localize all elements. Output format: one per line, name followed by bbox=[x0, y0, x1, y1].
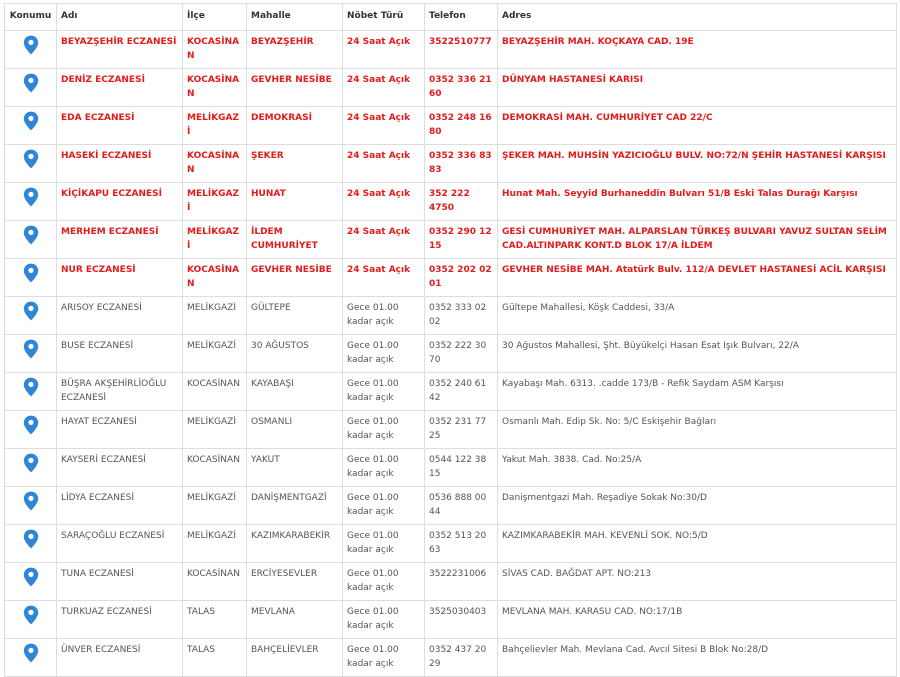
location-cell bbox=[5, 639, 57, 677]
district-cell: MELİKGAZİ bbox=[183, 221, 247, 259]
table-body bbox=[5, 31, 897, 677]
duty-type-cell: 24 Saat Açık bbox=[343, 145, 425, 183]
phone-cell: 0352 231 77 25 bbox=[425, 411, 498, 449]
district-cell: KOCASİNAN bbox=[183, 31, 247, 69]
phone-cell: 0352 336 83 83 bbox=[425, 145, 498, 183]
district-cell: KOCASİNAN bbox=[183, 373, 247, 411]
pharmacy-name-cell: HASEKİ ECZANESİ bbox=[57, 145, 183, 183]
district-cell: MELİKGAZİ bbox=[183, 183, 247, 221]
address-cell: Bahçelievler Mah. Mevlana Cad. Avcıl Sitesi B Blok No:28/D bbox=[498, 639, 897, 677]
neighborhood-cell: KAZIMKARABEKİR bbox=[247, 525, 343, 563]
map-pin-icon[interactable] bbox=[23, 111, 39, 131]
map-pin-icon[interactable] bbox=[23, 453, 39, 473]
duty-type-cell: Gece 01.00 kadar açık bbox=[343, 487, 425, 525]
district-cell: TALAS bbox=[183, 639, 247, 677]
duty-type-cell: Gece 01.00 kadar açık bbox=[343, 601, 425, 639]
pharmacy-table-container bbox=[4, 3, 896, 677]
address-cell: GEVHER NESİBE MAH. Atatürk Bulv. 112/A DEVLET HASTANESİ ACİL KARŞISI bbox=[498, 259, 897, 297]
phone-cell: 0352 202 02 01 bbox=[425, 259, 498, 297]
location-cell bbox=[5, 69, 57, 107]
location-cell bbox=[5, 107, 57, 145]
neighborhood-cell: DEMOKRASİ bbox=[247, 107, 343, 145]
header-konumu: Konumu bbox=[5, 4, 57, 31]
duty-type-cell: Gece 01.00 kadar açık bbox=[343, 373, 425, 411]
duty-type-cell: Gece 01.00 kadar açık bbox=[343, 639, 425, 677]
header-nobet-turu: Nöbet Türü bbox=[343, 4, 425, 31]
table-row bbox=[5, 107, 897, 145]
duty-type-cell: Gece 01.00 kadar açık bbox=[343, 411, 425, 449]
table-row bbox=[5, 145, 897, 183]
pharmacy-name-cell: LİDYA ECZANESİ bbox=[57, 487, 183, 525]
table-row bbox=[5, 183, 897, 221]
address-cell: 30 Ağustos Mahallesi, Şht. Büyükelçi Hasan Esat Işık Bulvarı, 22/A bbox=[498, 335, 897, 373]
district-cell: KOCASİNAN bbox=[183, 69, 247, 107]
neighborhood-cell: OSMANLI bbox=[247, 411, 343, 449]
phone-cell: 0352 336 21 60 bbox=[425, 69, 498, 107]
location-cell bbox=[5, 373, 57, 411]
table-row bbox=[5, 69, 897, 107]
district-cell: KOCASİNAN bbox=[183, 259, 247, 297]
address-cell: Yakut Mah. 3838. Cad. No:25/A bbox=[498, 449, 897, 487]
phone-cell: 0352 222 30 70 bbox=[425, 335, 498, 373]
neighborhood-cell: YAKUT bbox=[247, 449, 343, 487]
pharmacy-name-cell: HAYAT ECZANESİ bbox=[57, 411, 183, 449]
neighborhood-cell: DANİŞMENTGAZİ bbox=[247, 487, 343, 525]
address-cell: SİVAS CAD. BAĞDAT APT. NO:213 bbox=[498, 563, 897, 601]
neighborhood-cell: ERCİYESEVLER bbox=[247, 563, 343, 601]
district-cell: MELİKGAZİ bbox=[183, 525, 247, 563]
duty-type-cell: 24 Saat Açık bbox=[343, 259, 425, 297]
address-cell: GESİ CUMHURİYET MAH. ALPARSLAN TÜRKEŞ BULVARI YAVUZ SULTAN SELİM CAD.ALTINPARK KONT.D BLOK 17/A İLDEM bbox=[498, 221, 897, 259]
map-pin-icon[interactable] bbox=[23, 377, 39, 397]
pharmacy-table bbox=[4, 3, 897, 677]
location-cell bbox=[5, 563, 57, 601]
map-pin-icon[interactable] bbox=[23, 35, 39, 55]
table-row bbox=[5, 449, 897, 487]
map-pin-icon[interactable] bbox=[23, 149, 39, 169]
neighborhood-cell: GEVHER NESİBE bbox=[247, 69, 343, 107]
map-pin-icon[interactable] bbox=[23, 187, 39, 207]
district-cell: TALAS bbox=[183, 601, 247, 639]
header-adres: Adres bbox=[498, 4, 897, 31]
header-mahalle: Mahalle bbox=[247, 4, 343, 31]
map-pin-icon[interactable] bbox=[23, 529, 39, 549]
location-cell bbox=[5, 31, 57, 69]
neighborhood-cell: MEVLANA bbox=[247, 601, 343, 639]
duty-type-cell: Gece 01.00 kadar açık bbox=[343, 449, 425, 487]
table-row bbox=[5, 221, 897, 259]
pharmacy-name-cell: BÜŞRA AKŞEHİRLİOĞLU ECZANESİ bbox=[57, 373, 183, 411]
neighborhood-cell: GEVHER NESİBE bbox=[247, 259, 343, 297]
table-row bbox=[5, 411, 897, 449]
district-cell: MELİKGAZİ bbox=[183, 411, 247, 449]
pharmacy-name-cell: SARAÇOĞLU ECZANESİ bbox=[57, 525, 183, 563]
duty-type-cell: 24 Saat Açık bbox=[343, 69, 425, 107]
address-cell: Osmanlı Mah. Edip Sk. No: 5/C Eskişehir Bağları bbox=[498, 411, 897, 449]
neighborhood-cell: 30 AĞUSTOS bbox=[247, 335, 343, 373]
duty-type-cell: 24 Saat Açık bbox=[343, 107, 425, 145]
table-row bbox=[5, 297, 897, 335]
phone-cell: 0352 248 16 80 bbox=[425, 107, 498, 145]
phone-cell: 0352 513 20 63 bbox=[425, 525, 498, 563]
address-cell: Kayabaşı Mah. 6313. .cadde 173/B - Refik Saydam ASM Karşısı bbox=[498, 373, 897, 411]
pharmacy-name-cell: TURKUAZ ECZANESİ bbox=[57, 601, 183, 639]
location-cell bbox=[5, 259, 57, 297]
phone-cell: 0352 290 12 15 bbox=[425, 221, 498, 259]
district-cell: KOCASİNAN bbox=[183, 563, 247, 601]
address-cell: Hunat Mah. Seyyid Burhaneddin Bulvarı 51/B Eski Talas Durağı Karşısı bbox=[498, 183, 897, 221]
duty-type-cell: Gece 01.00 kadar açık bbox=[343, 563, 425, 601]
location-cell bbox=[5, 411, 57, 449]
table-row bbox=[5, 525, 897, 563]
location-cell bbox=[5, 487, 57, 525]
map-pin-icon[interactable] bbox=[23, 225, 39, 245]
table-row bbox=[5, 259, 897, 297]
phone-cell: 3522510777 bbox=[425, 31, 498, 69]
district-cell: KOCASİNAN bbox=[183, 145, 247, 183]
map-pin-icon[interactable] bbox=[23, 73, 39, 93]
pharmacy-name-cell: EDA ECZANESİ bbox=[57, 107, 183, 145]
location-cell bbox=[5, 221, 57, 259]
phone-cell: 0544 122 38 15 bbox=[425, 449, 498, 487]
phone-cell: 0352 333 02 02 bbox=[425, 297, 498, 335]
map-pin-icon[interactable] bbox=[23, 491, 39, 511]
phone-cell: 352 222 4750 bbox=[425, 183, 498, 221]
map-pin-icon[interactable] bbox=[23, 339, 39, 359]
pharmacy-name-cell: ÜNVER ECZANESİ bbox=[57, 639, 183, 677]
duty-type-cell: 24 Saat Açık bbox=[343, 221, 425, 259]
map-pin-icon[interactable] bbox=[23, 263, 39, 283]
location-cell bbox=[5, 183, 57, 221]
neighborhood-cell: ŞEKER bbox=[247, 145, 343, 183]
address-cell: Danişmentgazi Mah. Reşadiye Sokak No:30/D bbox=[498, 487, 897, 525]
address-cell: KAZIMKARABEKİR MAH. KEVENLİ SOK. NO:5/D bbox=[498, 525, 897, 563]
phone-cell: 0536 888 00 44 bbox=[425, 487, 498, 525]
neighborhood-cell: HUNAT bbox=[247, 183, 343, 221]
duty-type-cell: 24 Saat Açık bbox=[343, 183, 425, 221]
district-cell: MELİKGAZİ bbox=[183, 335, 247, 373]
table-row bbox=[5, 31, 897, 69]
pharmacy-name-cell: TUNA ECZANESİ bbox=[57, 563, 183, 601]
address-cell: DEMOKRASİ MAH. CUMHURİYET CAD 22/C bbox=[498, 107, 897, 145]
table-row bbox=[5, 335, 897, 373]
table-row bbox=[5, 639, 897, 677]
location-cell bbox=[5, 601, 57, 639]
map-pin-icon[interactable] bbox=[23, 567, 39, 587]
address-cell: BEYAZŞEHİR MAH. KOÇKAYA CAD. 19E bbox=[498, 31, 897, 69]
duty-type-cell: 24 Saat Açık bbox=[343, 31, 425, 69]
pharmacy-name-cell: KAYSERİ ECZANESİ bbox=[57, 449, 183, 487]
map-pin-icon[interactable] bbox=[23, 605, 39, 625]
table-row bbox=[5, 601, 897, 639]
duty-type-cell: Gece 01.00 kadar açık bbox=[343, 525, 425, 563]
header-adi: Adı bbox=[57, 4, 183, 31]
map-pin-icon[interactable] bbox=[23, 643, 39, 663]
table-row bbox=[5, 563, 897, 601]
table-header-row bbox=[5, 4, 897, 31]
district-cell: MELİKGAZİ bbox=[183, 107, 247, 145]
neighborhood-cell: KAYABAŞI bbox=[247, 373, 343, 411]
pharmacy-name-cell: ARISOY ECZANESİ bbox=[57, 297, 183, 335]
duty-type-cell: Gece 01.00 kadar açık bbox=[343, 297, 425, 335]
phone-cell: 0352 437 20 29 bbox=[425, 639, 498, 677]
neighborhood-cell: GÜLTEPE bbox=[247, 297, 343, 335]
phone-cell: 3522231006 bbox=[425, 563, 498, 601]
district-cell: KOCASİNAN bbox=[183, 449, 247, 487]
table-row bbox=[5, 487, 897, 525]
address-cell: ŞEKER MAH. MUHSİN YAZICIOĞLU BULV. NO:72/N ŞEHİR HASTANESİ KARŞISI bbox=[498, 145, 897, 183]
header-ilce: İlçe bbox=[183, 4, 247, 31]
location-cell bbox=[5, 335, 57, 373]
phone-cell: 0352 240 61 42 bbox=[425, 373, 498, 411]
location-cell bbox=[5, 145, 57, 183]
district-cell: MELİKGAZİ bbox=[183, 487, 247, 525]
neighborhood-cell: İLDEM CUMHURİYET bbox=[247, 221, 343, 259]
location-cell bbox=[5, 297, 57, 335]
location-cell bbox=[5, 449, 57, 487]
district-cell: MELİKGAZİ bbox=[183, 297, 247, 335]
duty-type-cell: Gece 01.00 kadar açık bbox=[343, 335, 425, 373]
pharmacy-name-cell: KİÇİKAPU ECZANESİ bbox=[57, 183, 183, 221]
pharmacy-name-cell: DENİZ ECZANESİ bbox=[57, 69, 183, 107]
map-pin-icon[interactable] bbox=[23, 415, 39, 435]
address-cell: DÜNYAM HASTANESİ KARISI bbox=[498, 69, 897, 107]
location-cell bbox=[5, 525, 57, 563]
phone-cell: 3525030403 bbox=[425, 601, 498, 639]
address-cell: Gültepe Mahallesi, Köşk Caddesi, 33/A bbox=[498, 297, 897, 335]
pharmacy-name-cell: NUR ECZANESİ bbox=[57, 259, 183, 297]
pharmacy-name-cell: BUSE ECZANESİ bbox=[57, 335, 183, 373]
neighborhood-cell: BEYAZŞEHİR bbox=[247, 31, 343, 69]
pharmacy-name-cell: BEYAZŞEHİR ECZANESİ bbox=[57, 31, 183, 69]
pharmacy-name-cell: MERHEM ECZANESİ bbox=[57, 221, 183, 259]
header-telefon: Telefon bbox=[425, 4, 498, 31]
address-cell: MEVLANA MAH. KARASU CAD. NO:17/1B bbox=[498, 601, 897, 639]
map-pin-icon[interactable] bbox=[23, 301, 39, 321]
table-row bbox=[5, 373, 897, 411]
neighborhood-cell: BAHÇELİEVLER bbox=[247, 639, 343, 677]
